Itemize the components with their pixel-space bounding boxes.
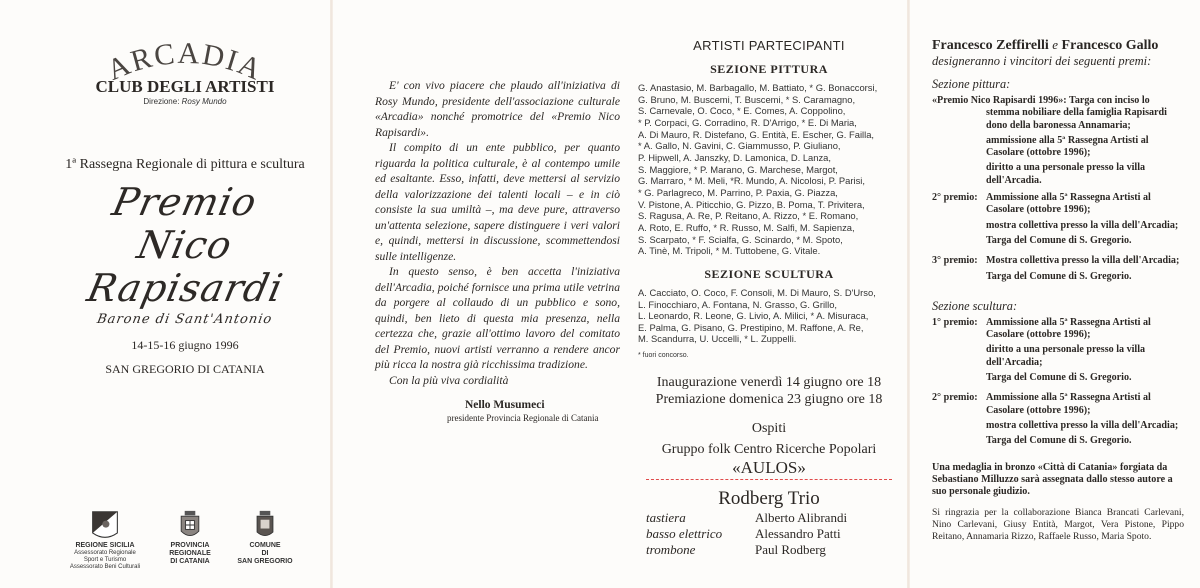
sponsor-line: Assessorato Beni Culturali — [69, 564, 141, 570]
section-pittura-title: SEZIONE PITTURA — [710, 62, 828, 76]
scultura-prizes — [932, 317, 1184, 456]
prize-item: Ammissione alla 5ª Rassegna Artisti al Casolare (ottobre 1996); — [986, 316, 1151, 341]
artist-line: A. Cacciato, O. Coco, F. Consoli, M. Di Mauro, S. D'Urso, — [638, 286, 876, 298]
artist-line: P. Hipwell, A. Janszky, D. Lamonica, D. Lanza, — [638, 151, 831, 163]
artist-line: * A. Gallo, N. Gavini, C. Giammusso, P. Giuliano, — [638, 140, 841, 152]
artist-line: A. Tinè, M. Tripoli, * M. Tuttobene, G. Vitale. — [638, 245, 821, 257]
letter-paragraph: E' con vivo piacere che plaudo all'iniziativa di Rosy Mundo, presidente dell'associazione culturale «Arcadia» nonché promotrice del «Premio Nico Rapisardi». — [375, 79, 620, 139]
trio-title: Rodberg Trio — [718, 488, 820, 510]
section-scultura-title: SEZIONE SCULTURA — [704, 266, 834, 281]
sponsor-line: Assessorato Regionale — [74, 550, 136, 556]
svg-text:ARCADIA — [102, 40, 268, 80]
sicily-emblem-icon — [88, 510, 122, 540]
pittura-prizes — [932, 95, 1184, 291]
title-premio: Premio — [108, 180, 262, 224]
gruppo-folk: Gruppo folk Centro Ricerche Popolari — [661, 442, 877, 458]
arcadia-logo — [85, 40, 285, 80]
prize-label: 3° premio: — [932, 255, 978, 267]
artist-line: G. Marraro, * M. Meli, *R. Mundo, A. Nicolosi, P. Parisi, — [638, 175, 865, 187]
artist-line: A. Di Mauro, R. Distefano, G. Entità, E. Escher, G. Failla, — [638, 128, 875, 140]
player: Paul Rodberg — [755, 542, 826, 558]
direzione-label: Direzione: — [143, 97, 180, 106]
prize-entry — [932, 255, 1184, 286]
title-rapisardi: Rapisardi — [83, 266, 287, 310]
provincia-crest-icon — [173, 510, 207, 540]
player: Alberto Alibrandi — [755, 510, 848, 526]
prize-item: ammissione alla 5ª Rassegna Artisti al Casolare (ottobre 1996); — [986, 134, 1149, 159]
prizes-column — [932, 36, 1184, 543]
sponsor-name: COMUNE — [249, 542, 281, 549]
prize-item: diritto a una personale presso la villa dell'Arcadia. — [986, 162, 1146, 186]
prize-items — [986, 392, 1184, 450]
ospiti-label: Ospiti — [751, 421, 787, 437]
letter-paragraph: Il compito di un ente pubblico, per quanto riguarda la politica culturale, è al contempo umile ed esaltante. Esso, infatti, deve mettersi al servizio della valorizzazione dei talenti locali – e in ciò consiste la sua umiltà –, ma deve pure, attraverso un'attenta selezione, sapere distinguere i veri valori e, quindi, mettersi in discussione, scommettendosi sulle intelligenze. — [375, 141, 620, 263]
prize-item: Ammissione alla 5ª Rassegna Artisti al Casolare (ottobre 1996); — [986, 392, 1151, 416]
prize-item: diritto a una personale presso la villa dell'Arcadia; — [986, 344, 1146, 368]
judge-2: Francesco Gallo — [1061, 38, 1159, 53]
prize-items — [932, 135, 1184, 187]
prize-item: mostra collettiva presso la villa dell'Arcadia; — [986, 219, 1179, 231]
artist-line: E. Palma, G. Pisano, G. Prestipino, M. Raffone, A. Re, — [638, 321, 864, 333]
artists-column — [638, 38, 900, 558]
club-name: CLUB DEGLI ARTISTI — [95, 77, 275, 96]
signature-name: Nello Musumeci — [465, 399, 545, 411]
arcadia-title: ARCADIA — [102, 40, 268, 80]
artist-line: L. Leonardo, R. Leone, G. Livio, A. Milici, * A. Misuraca, — [638, 310, 869, 322]
prize-label: «Premio Nico Rapisardi 1996»: — [932, 95, 1067, 106]
letter-panel — [330, 0, 620, 588]
sponsor-regione-sicilia — [60, 510, 150, 571]
prize-entry — [932, 392, 1184, 450]
artists-title: ARTISTI PARTECIPANTI — [693, 38, 845, 53]
prize-entry — [932, 317, 1184, 387]
artist-line: M. Scandurra, U. Uccelli, * L. Zuppelli. — [638, 333, 797, 345]
prize-item: Targa del Comune di S. Gregorio. — [986, 372, 1132, 384]
letter-paragraph: In questo senso, è ben accetta l'iniziativa dell'Arcadia, poiché fornisce una prima utile vetrina da porgere al collaudo di un pubblico e sono, quindi, ben lieto di questa mia presenza, nella certezza che, grazie all'ottimo lavoro del comitato del Premio, nuovi artisti verranno a rendere ancor più ricca la nostra già ricchissima tradizione. — [375, 265, 620, 371]
footnote: * fuori concorso. — [638, 352, 689, 360]
sponsor-line: DI CATANIA — [170, 558, 210, 565]
sponsor-comune — [230, 510, 300, 566]
letter-closing: Con la più viva cordialità — [389, 373, 509, 387]
instrument: basso elettrico — [646, 526, 723, 542]
prize-items — [986, 192, 1184, 250]
artist-line: V. Pistone, A. Piticchio, G. Pizzo, B. Poma, T. Privitera, — [638, 198, 865, 210]
prize-item: Targa con inciso lo stemma nobiliare della famiglia Rapisardi dono della baronessa Annamaria; — [986, 95, 1167, 131]
conjunction: e — [1052, 37, 1059, 52]
trio-member — [646, 542, 900, 558]
artist-line: A. Roto, E. Ruffo, * R. Russo, M. Salfi, M. Sapienza, — [638, 221, 855, 233]
prize-item: Mostra collettiva presso la villa dell'Arcadia; — [986, 255, 1180, 267]
prize-first-line — [932, 95, 1184, 132]
event-place: SAN GREGORIO DI CATANIA — [105, 362, 265, 376]
judges-intro: designeranno i vincitori dei seguenti premi: — [932, 54, 1152, 68]
sponsor-provincia — [155, 510, 225, 566]
prize-item: Ammissione alla 5ª Rassegna Artisti al Casolare (ottobre 1996); — [986, 192, 1151, 216]
letter-body — [375, 78, 620, 388]
artist-line: G. Bruno, M. Buscemi, T. Buscemi, * S. Caramagno, — [638, 93, 856, 105]
prize-items — [986, 317, 1184, 387]
scultura-heading: Sezione scultura: — [932, 298, 1018, 313]
artist-line: L. Finocchiaro, A. Fontana, N. Grasso, G. Grillo, — [638, 298, 838, 310]
prize-label: 2° premio: — [932, 392, 978, 404]
prize-item: mostra collettiva presso la villa dell'Arcadia; — [986, 419, 1179, 431]
prize-item: Targa del Comune di S. Gregorio. — [986, 234, 1132, 246]
sponsor-line: SAN GREGORIO — [237, 558, 293, 565]
artist-line: * P. Corpaci, G. Corradino, R. D'Arrigo, * E. Di Maria, — [638, 116, 857, 128]
event-dates: 14-15-16 giugno 1996 — [131, 338, 239, 352]
ringraziamenti: Si ringrazia per la collaborazione Bianca Brancati Carlevani, Nino Carlevani, Giusy Entità, Margot, Vera Pistone, Pippo Reitano, Annamaria Rizzo, Raffaele Russo, Maria Spoto. — [932, 506, 1184, 543]
player: Alessandro Patti — [755, 526, 841, 542]
prize-entry — [932, 192, 1184, 250]
judge-1: Francesco Zeffirelli — [932, 38, 1049, 53]
scultura-artist-list — [638, 287, 900, 345]
signature-role: presidente Provincia Regionale di Catania — [447, 413, 599, 423]
cover-column — [40, 40, 330, 376]
prize-item: Targa del Comune di S. Gregorio. — [986, 270, 1132, 282]
letter-column — [375, 78, 620, 424]
prize-items — [986, 255, 1184, 286]
instrument: trombone — [646, 542, 696, 558]
pittura-heading: Sezione pittura: — [932, 77, 1011, 91]
pittura-artist-list — [638, 82, 900, 257]
subtitle-barone: Barone di Sant'Antonio — [96, 312, 274, 327]
artist-line: G. Anastasio, M. Barbagallo, M. Battiato, * G. Bonaccorsi, — [638, 82, 878, 93]
rassegna-title: 1ª Rassegna Regionale di pittura e scultura — [65, 157, 305, 172]
prize-label: 1° premio: — [932, 316, 978, 328]
artist-line: S. Scarpato, * F. Scialfa, G. Scinardo, * M. Spoto, — [638, 233, 843, 245]
medaglia-note: Una medaglia in bronzo «Città di Catania» forgiata da Sebastiano Milluzzo sarà assegnata dallo stesso autore a suo personale giudizio. — [932, 461, 1173, 498]
premiazione: Premiazione domenica 23 giugno ore 18 — [655, 392, 883, 408]
title-nico: Nico — [133, 223, 237, 267]
sponsor-line: Sport e Turismo — [83, 557, 127, 563]
prize-item: Targa del Comune di S. Gregorio. — [986, 435, 1132, 447]
trio-member — [646, 526, 900, 542]
sponsor-name: REGIONE SICILIA — [75, 542, 135, 549]
prize-label: 2° premio: — [932, 192, 978, 204]
direzione-name: Rosy Mundo — [181, 97, 227, 106]
artist-line: S. Maggiore, * P. Marano, G. Marchese, Margot, — [638, 163, 838, 175]
sponsor-name: PROVINCIA — [170, 542, 210, 549]
prizes-panel — [910, 0, 1200, 588]
sponsor-line: REGIONALE — [169, 550, 211, 557]
sponsor-line: DI — [261, 550, 269, 557]
comune-crest-icon — [248, 510, 282, 540]
artist-line: * G. Parlagreco, M. Parrino, P. Paxia, G. Piazza, — [638, 186, 838, 198]
artist-line: S. Carnevale, O. Coco, * E. Comes, A. Coppolino, — [638, 105, 846, 117]
inaugurazione: Inaugurazione venerdì 14 giugno ore 18 — [656, 375, 882, 391]
artists-panel — [620, 0, 910, 588]
artist-line: S. Ragusa, A. Re, P. Reitano, A. Rizzo, * E. Romano, — [638, 210, 859, 222]
trio-member — [646, 510, 900, 526]
prize-entry — [932, 95, 1184, 187]
instrument: tastiera — [646, 510, 686, 526]
judges — [932, 36, 1184, 54]
aulos: «AULOS» — [732, 458, 806, 478]
dashed-divider — [646, 479, 892, 480]
sponsor-logos — [60, 510, 310, 585]
direzione — [143, 97, 226, 107]
cover-panel — [0, 0, 330, 588]
